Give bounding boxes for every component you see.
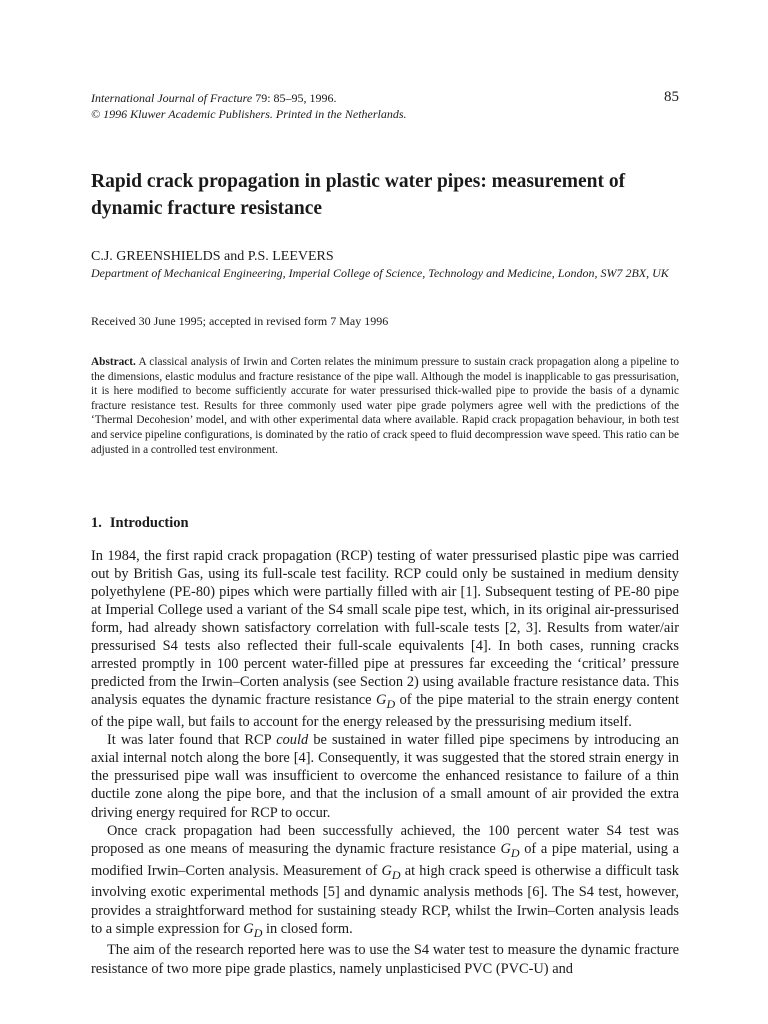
- received-dates: Received 30 June 1995; accepted in revised form 7 May 1996: [91, 314, 389, 328]
- paragraph-4: The aim of the research reported here was to use the S4 water test to measure the dynamic fracture resistance of two more pipe grade plastics, namely unplasticised PVC (PVC-U) and: [91, 942, 679, 977]
- symbol-gd: [500, 840, 520, 860]
- symbol-gd: [381, 862, 401, 882]
- paragraph-1-text: In 1984, the first rapid crack propagation (RCP) testing of water pressurised plastic pipe was carried out by British Gas, using its full-scale test facility. RCP could only be sustained in medium density polyethylene (PE-80) pipes which were partially filled with air [1]. Subsequent testing of PE-80 pipe at Imperial College used a variant of the S4 small scale pipe test, which, in its original air-pressurised form, had already shown satisfactory correlation with full-scale tests [2, 3]. Results from water/air pressurised S4 tests also reflected their full-scale equivalents [4]. In both cases, running cracks arrested promptly in 100 percent water-filled pipe at pressures far exceeding the ‘critical’ pressure predicted from the Irwin–Corten analysis (see Section 2) using available fracture resistance data. This analysis equates the dynamic fracture resistance: [91, 548, 679, 709]
- section-number: 1.: [91, 515, 102, 531]
- journal-name: International Journal of Fracture: [91, 91, 253, 105]
- paragraph-2: [91, 731, 679, 821]
- symbol-gd-main: G: [376, 692, 387, 709]
- symbol-gd: [376, 692, 396, 712]
- paper-authors: C.J. GREENSHIELDS and P.S. LEEVERS: [91, 249, 334, 264]
- symbol-gd-sub: D: [386, 697, 396, 712]
- abstract-label: Abstract.: [91, 356, 136, 368]
- paragraph-1-end: of the pipe material to the strain energy content of the pipe wall, but fails to account for the energy released by the pressurising medium itself.: [91, 692, 679, 731]
- paper-title: Rapid crack propagation in plastic water pipes: measurement of dynamic fracture resistance: [91, 171, 626, 219]
- paragraph-3: [91, 822, 679, 942]
- paragraph-3-a: Once crack propagation had been successfully achieved, the 100 percent water S4 test was proposed as one means of measuring the dynamic fracture resistance: [91, 822, 679, 857]
- symbol-gd-sub: D: [391, 867, 401, 882]
- journal-pages-year: 85–95, 1996.: [273, 91, 337, 105]
- body-text: [91, 547, 679, 978]
- journal-header: [91, 90, 679, 122]
- symbol-gd: [243, 920, 263, 940]
- section-heading: [91, 514, 189, 532]
- abstract-text: A classical analysis of Irwin and Corten relates the minimum pressure to sustain crack propagation along a pipeline to the dimensions, elastic modulus and fracture resistance of the pipe wall. Although the model is inapplicable to gas pressurisation, it is here modified to become sufficiently accurate for water pressurised thick-walled pipe to provide the basis of a dynamic fracture resistance test. Results for three commonly used water pipe grade polymers agree well with the predictions of the ‘Thermal Decohesion’ model, and with other experimental data where available. Rapid crack propagation behaviour, in both test and service pipeline configurations, is dominated by the ratio of crack speed to fluid decompression wave speed. This ratio can be adjusted in a controlled test environment.: [91, 356, 679, 456]
- symbol-gd-main: G: [381, 862, 392, 879]
- paragraph-1: [91, 547, 679, 731]
- section-title: Introduction: [109, 515, 189, 531]
- symbol-gd-sub: D: [253, 925, 263, 940]
- paragraph-3-b: of a pipe material, using a modified Irwin–Corten analysis. Measurement of: [91, 840, 679, 879]
- symbol-gd-sub: D: [510, 845, 520, 860]
- paragraph-2-start: It was later found that RCP: [107, 732, 277, 749]
- paragraph-3-d: in closed form.: [262, 920, 353, 937]
- symbol-gd-main: G: [500, 840, 511, 857]
- paragraph-3-c: at high crack speed is otherwise a difficult task involving exotic experimental methods [5] and dynamic analysis methods [6]. The S4 test, however, provides a straightforward method for sustaining steady RCP, whilst the Irwin–Corten analysis leads to a simple expression for: [91, 862, 679, 937]
- paragraph-2-end: be sustained in water filled pipe specimens by introducing an axial internal notch along the bore [4]. Consequently, it was suggested that the stored strain energy in the pressurised pipe wall was insufficient to overcome the enhanced resistance to failure of a thin ductile zone along the pipe bore, and that the inclusion of a small amount of air provided the extra driving energy required for RCP to occur.: [91, 732, 679, 821]
- paragraph-2-italic: could: [276, 732, 309, 749]
- abstract: [91, 355, 679, 457]
- symbol-gd-main: G: [243, 920, 254, 937]
- page-number: 85: [664, 89, 679, 105]
- journal-volume: 79:: [255, 91, 271, 105]
- journal-citation: [91, 90, 679, 106]
- copyright-line: © 1996 Kluwer Academic Publishers. Printed in the Netherlands.: [91, 107, 407, 121]
- author-affiliation: Department of Mechanical Engineering, Imperial College of Science, Technology and Medicine, London, SW7 2BX, UK: [91, 266, 669, 280]
